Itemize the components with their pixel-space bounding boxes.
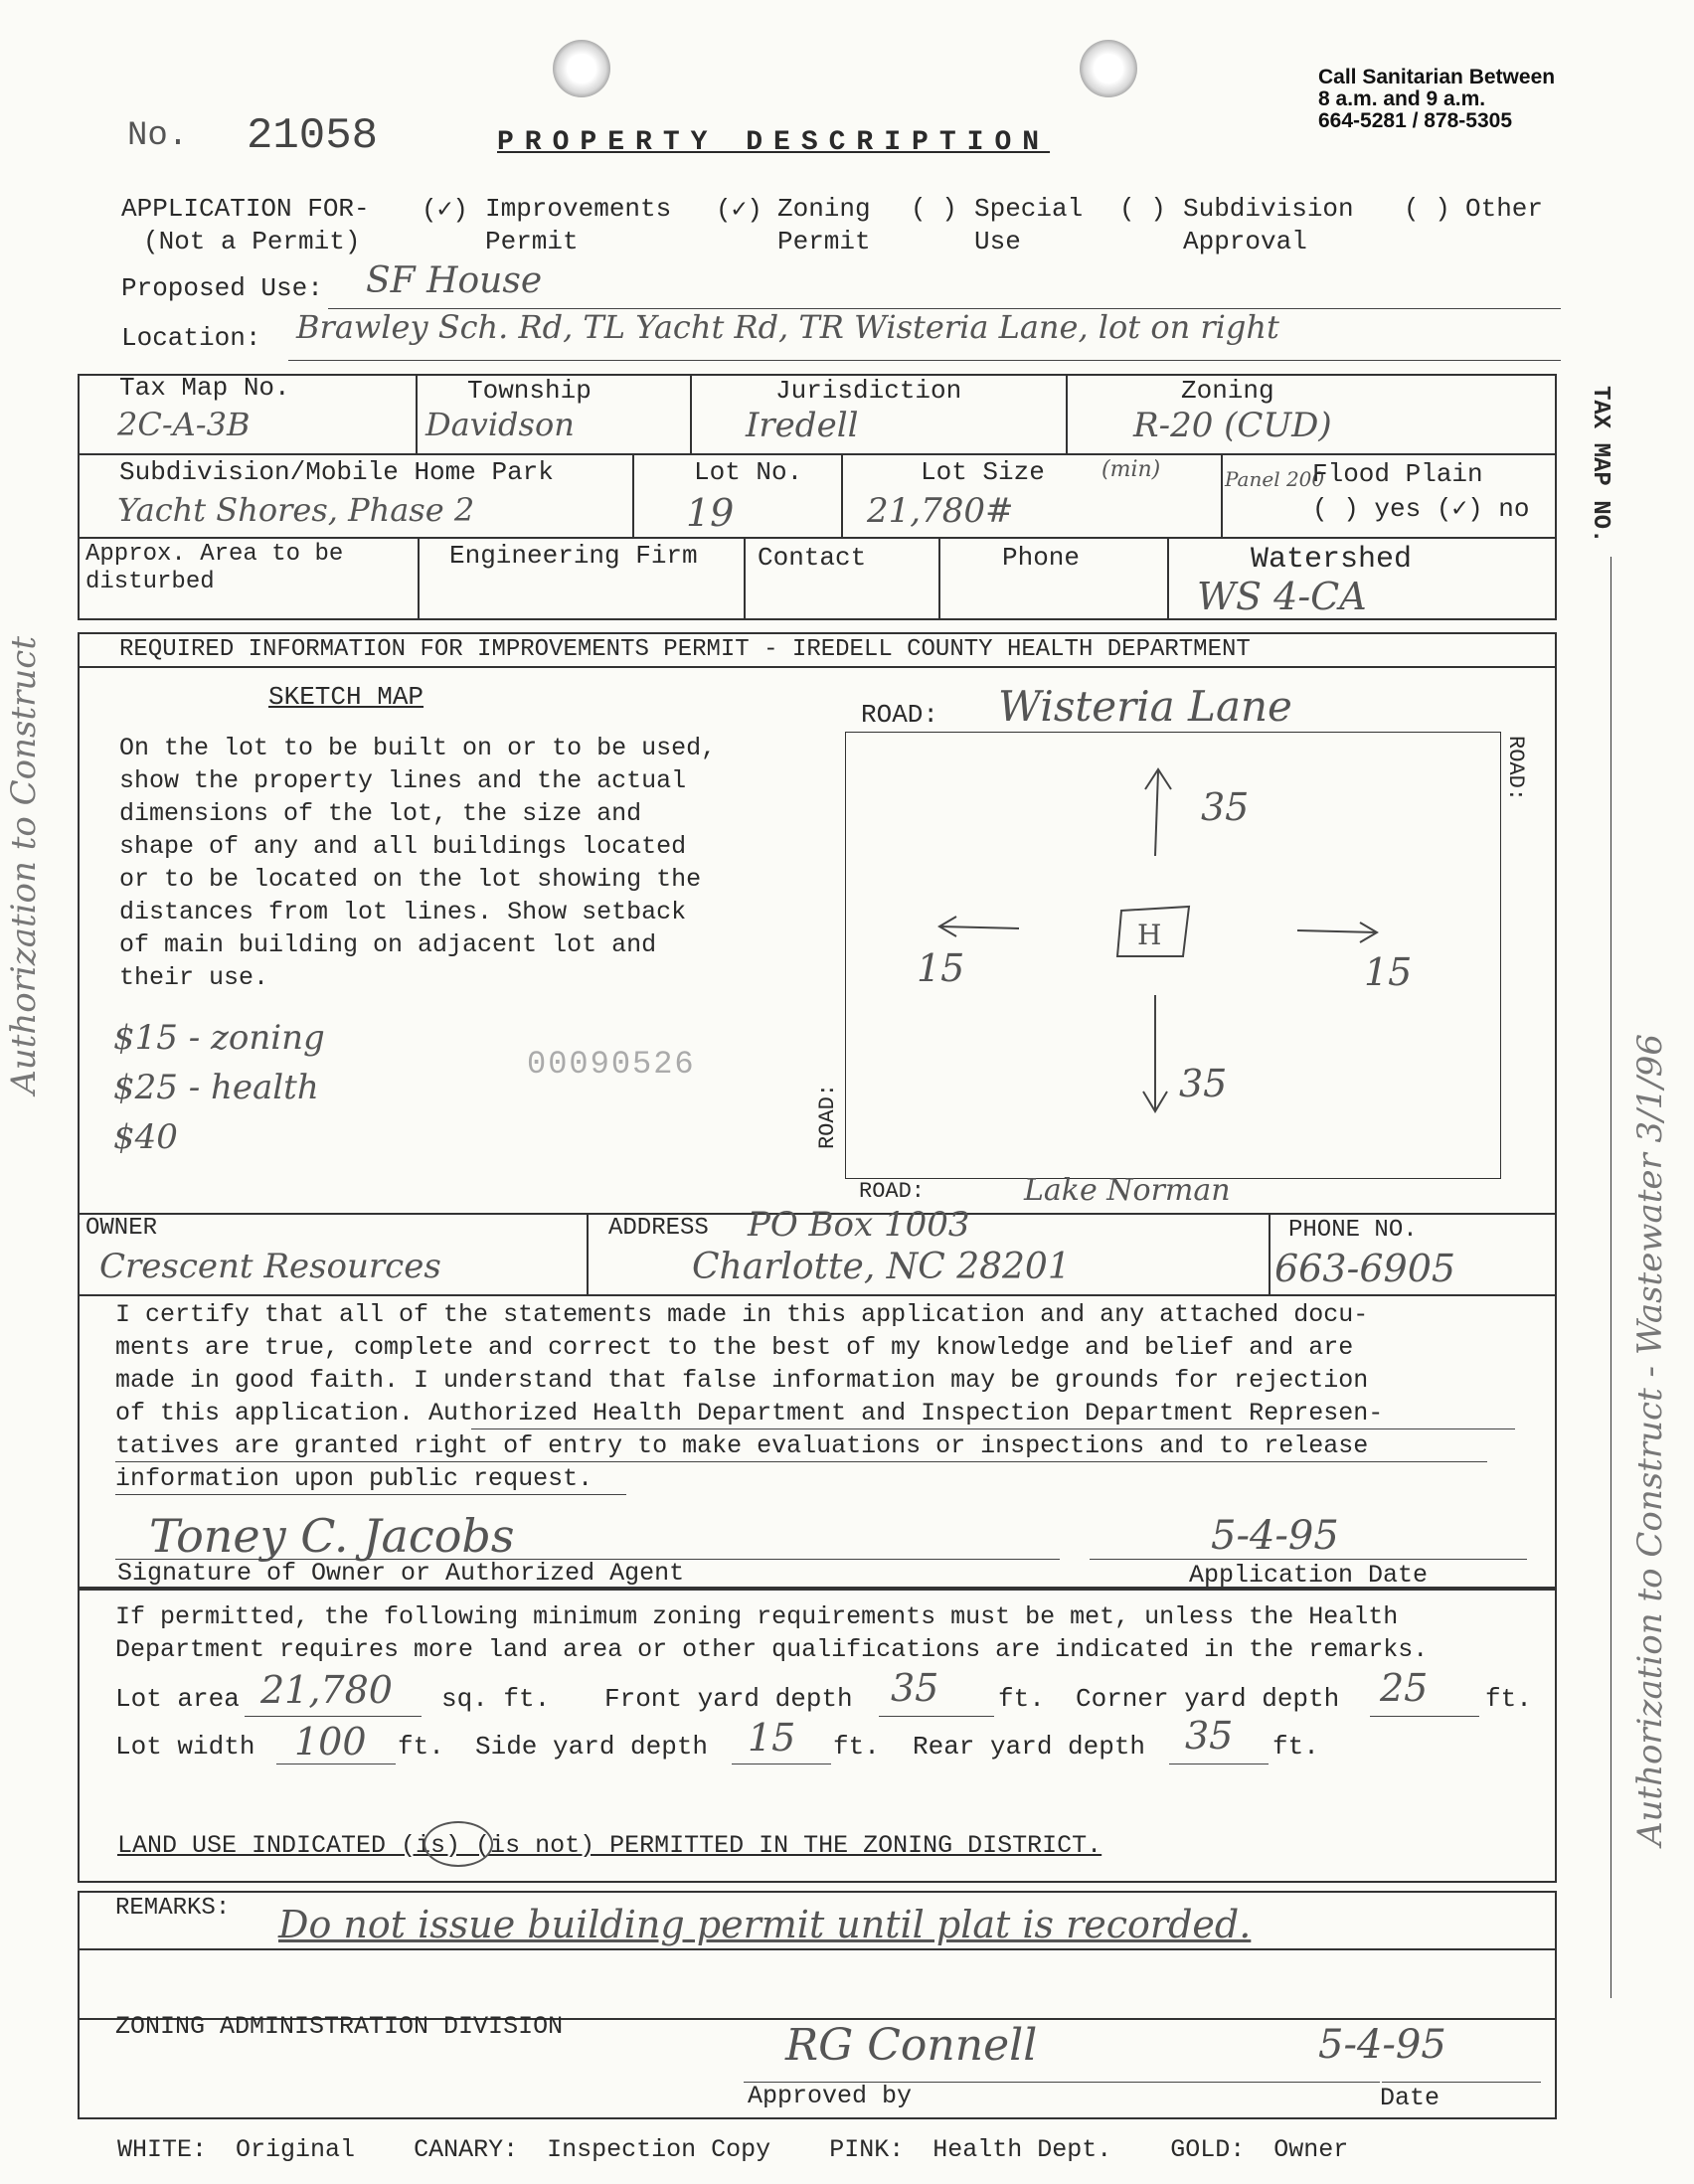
footer-pink-value: Health Dept. (932, 2135, 1112, 2164)
footer-white: WHITE: (117, 2135, 208, 2164)
proposed-use-label: Proposed Use: (121, 273, 323, 303)
option-zoning-label: Zoning (777, 194, 871, 224)
application-for-label: APPLICATION FOR- (121, 194, 370, 224)
document-stamp-number: 00090526 (527, 1046, 696, 1083)
option-special-label: Special (974, 194, 1084, 224)
certify-line: I certify that all of the statements made in this application and any attached docu- (115, 1300, 1369, 1329)
township-value[interactable]: Davidson (425, 406, 575, 443)
divider-phone-no (1269, 1213, 1270, 1296)
sq-ft-label: sq. ft. (441, 1684, 551, 1714)
setback-front: 35 (1201, 785, 1250, 829)
punch-hole-left (553, 40, 610, 97)
tax-map-label: Tax Map No. (119, 373, 290, 403)
certify-underline-1 (471, 1428, 1515, 1429)
front-yard-ft: ft. (998, 1684, 1045, 1714)
instruction-line: their use. (119, 963, 269, 992)
zoning-value[interactable]: R-20 (CUD) (1133, 406, 1332, 445)
side-yard-value[interactable]: 15 (748, 1716, 796, 1760)
form-number: 21058 (247, 111, 379, 161)
owner-value[interactable]: Crescent Resources (99, 1247, 441, 1286)
application-date-value[interactable]: 5-4-95 (1211, 1513, 1339, 1559)
option-special-mark[interactable]: ( ) (911, 194, 957, 224)
required-info-header-rule (78, 666, 1557, 668)
instruction-line: show the property lines and the actual (119, 766, 687, 795)
front-yard-label: Front yard depth (604, 1684, 853, 1714)
road-top-value[interactable]: Wisteria Lane (998, 682, 1292, 731)
certify-line: tatives are granted right of entry to make evaluations or inspections and to release (115, 1431, 1369, 1460)
front-yard-line (879, 1716, 994, 1717)
divider-flood (1221, 453, 1223, 537)
lot-area-line (245, 1716, 422, 1717)
approval-date-line (1382, 2082, 1541, 2083)
arrow-left (939, 926, 1019, 928)
watershed-label: Watershed (1251, 543, 1413, 577)
option-other-mark[interactable]: ( ) (1404, 194, 1450, 224)
side-yard-label: Side yard depth (475, 1732, 709, 1762)
right-margin-note: Authorization to Construct - Wastewater 3/1/96 (1630, 1034, 1670, 1847)
divider-zoning (1066, 374, 1068, 453)
remarks-divider (78, 1948, 1557, 1950)
tax-map-value[interactable]: 2C-A-3B (117, 406, 251, 443)
zoning-label: Zoning (1181, 376, 1274, 406)
phone-label: Phone (1002, 543, 1081, 573)
phone-no-value[interactable]: 663-6905 (1274, 1247, 1456, 1290)
divider-watershed (1167, 537, 1169, 620)
land-use-statement: LAND USE INDICATED (is) (is not) PERMITTED IN THE ZONING DISTRICT. (117, 1831, 1102, 1860)
lot-area-value[interactable]: 21,780 (260, 1668, 393, 1712)
footer-gold-value: Owner (1273, 2135, 1349, 2164)
zoning-intro-2: Department requires more land area or other qualifications are indicated in the remarks. (115, 1635, 1429, 1664)
footer-white-value: Original (236, 2135, 356, 2164)
certify-underline-3 (115, 1494, 626, 1495)
option-subdivision-mark[interactable]: ( ) (1119, 194, 1166, 224)
side-yard-ft: ft. (833, 1732, 880, 1762)
property-row-divider-1 (78, 453, 1557, 455)
township-label: Township (467, 376, 592, 406)
instruction-line: dimensions of the lot, the size and (119, 799, 642, 828)
lot-width-label: Lot width (115, 1732, 255, 1762)
road-label-bottom: ROAD: (859, 1179, 926, 1204)
application-date-label: Application Date (1189, 1561, 1429, 1590)
lot-no-value[interactable]: 19 (686, 491, 735, 535)
lot-size-value[interactable]: 21,780# (867, 491, 1014, 531)
lot-size-hint: (min) (1101, 457, 1161, 482)
form-number-label: No. (127, 117, 189, 155)
lot-no-label: Lot No. (694, 457, 803, 487)
instruction-line: distances from lot lines. Show setback (119, 898, 687, 926)
sketch-map-title: SKETCH MAP (268, 682, 424, 712)
zoning-intro-1: If permitted, the following minimum zoning requirements must be met, unless the Health (115, 1602, 1399, 1631)
corner-yard-label: Corner yard depth (1076, 1684, 1340, 1714)
address-line-2[interactable]: Charlotte, NC 28201 (692, 1247, 1071, 1287)
remarks-label: REMARKS: (115, 1895, 231, 1922)
road-label-left: ROAD: (815, 1084, 840, 1150)
watershed-value[interactable]: WS 4-CA (1197, 575, 1367, 618)
certify-line: ments are true, complete and correct to the best of my knowledge and belief and are (115, 1333, 1354, 1362)
option-improvements-mark[interactable]: (✓) (422, 195, 468, 225)
fee-note-health: $25 - health (113, 1068, 319, 1107)
setback-right: 15 (1364, 950, 1413, 994)
front-yard-value[interactable]: 35 (891, 1666, 939, 1710)
instruction-line: of main building on adjacent lot and (119, 930, 657, 959)
divider-jurisdiction (690, 374, 692, 453)
divider-engineering (418, 537, 420, 620)
property-row-divider-2 (78, 537, 1557, 539)
punch-hole-right (1080, 40, 1137, 97)
address-line-1[interactable]: PO Box 1003 (748, 1205, 970, 1245)
certify-line: information upon public request. (115, 1464, 593, 1493)
option-subdivision-label: Subdivision (1183, 194, 1354, 224)
rear-yard-value[interactable]: 35 (1185, 1714, 1234, 1758)
approval-date-label: Date (1380, 2084, 1440, 2112)
option-zoning-mark[interactable]: (✓) (716, 195, 762, 225)
road-bottom-value[interactable]: Lake Norman (1024, 1173, 1231, 1208)
approver-signature[interactable]: RG Connell (785, 2020, 1038, 2071)
divider-lot-size (841, 453, 843, 537)
certify-underline-2 (115, 1461, 1487, 1462)
divider-address (587, 1213, 589, 1296)
proposed-use-value[interactable]: SF House (366, 260, 543, 301)
instruction-line: or to be located on the lot showing the (119, 865, 702, 894)
instruction-line: On the lot to be built on or to be used, (119, 734, 717, 762)
not-a-permit-label: (Not a Permit) (143, 227, 361, 256)
house-marker[interactable]: H (1137, 919, 1162, 951)
jurisdiction-value[interactable]: Iredell (746, 406, 859, 445)
flood-plain-options[interactable]: ( ) yes (✓) no (1312, 494, 1530, 524)
engineering-firm-label: Engineering Firm (449, 541, 698, 571)
subdivision-label: Subdivision/Mobile Home Park (119, 457, 554, 487)
sanitarian-line-3: 664-5281 / 878-5305 (1318, 109, 1512, 132)
certify-line: of this application. Authorized Health Department and Inspection Department Represen- (115, 1399, 1384, 1428)
signature-label: Signature of Owner or Authorized Agent (117, 1559, 685, 1588)
option-zoning-label-2: Permit (777, 227, 871, 256)
option-subdivision-label-2: Approval (1183, 227, 1307, 256)
divider-phone (938, 537, 940, 620)
date-line (1090, 1559, 1527, 1560)
owner-label: OWNER (85, 1215, 158, 1242)
arrow-right (1297, 930, 1377, 932)
remarks-text[interactable]: Do not issue building permit until plat is recorded. (278, 1903, 1252, 1946)
option-special-label-2: Use (974, 227, 1021, 256)
option-other-label: Other (1465, 194, 1544, 224)
footer-pink: PINK: (829, 2135, 905, 2164)
tax-map-side-rule (1610, 557, 1611, 1998)
footer-gold: GOLD: (1170, 2135, 1246, 2164)
road-label-right: ROAD: (1503, 736, 1528, 802)
certify-line: made in good faith. I understand that false information may be grounds for rejection (115, 1366, 1369, 1395)
footer-canary: CANARY: (414, 2135, 519, 2164)
divider-contact (744, 537, 746, 620)
phone-no-label: PHONE NO. (1288, 1217, 1418, 1244)
instruction-line: shape of any and all buildings located (119, 832, 687, 861)
lot-width-value[interactable]: 100 (294, 1720, 367, 1764)
fee-note-total: $40 (113, 1117, 178, 1157)
area-disturbed-label-2: disturbed (85, 569, 215, 595)
lot-width-ft: ft. (398, 1732, 444, 1762)
location-line (288, 360, 1561, 361)
option-improvements-label: Improvements (485, 194, 672, 224)
setback-left: 15 (917, 946, 965, 990)
arrow-front (1155, 771, 1158, 856)
left-margin-note: Authorization to Construct (4, 636, 44, 1094)
setback-rear: 35 (1179, 1062, 1228, 1105)
flood-plain-label: Flood Plain (1312, 459, 1483, 489)
footer-canary-value: Inspection Copy (547, 2135, 771, 2164)
contact-label: Contact (758, 543, 867, 573)
rear-yard-label: Rear yard depth (913, 1732, 1146, 1762)
corner-yard-value[interactable]: 25 (1380, 1666, 1429, 1710)
divider-lot-no (632, 453, 634, 537)
flood-panel-value: Panel 200 (1225, 467, 1325, 491)
area-disturbed-label: Approx. Area to be (85, 541, 344, 568)
subdivision-value[interactable]: Yacht Shores, Phase 2 (117, 491, 475, 529)
rear-yard-ft: ft. (1272, 1732, 1319, 1762)
zoning-division-label: ZONING ADMINISTRATION DIVISION (115, 2012, 564, 2041)
jurisdiction-label: Jurisdiction (775, 376, 962, 406)
required-info-header: REQUIRED INFORMATION FOR IMPROVEMENTS PERMIT - IREDELL COUNTY HEALTH DEPARTMENT (119, 636, 1251, 663)
approved-by-label: Approved by (748, 2082, 913, 2110)
lot-area-label: Lot area (115, 1684, 240, 1714)
page-title: PROPERTY DESCRIPTION (497, 127, 1051, 158)
sanitarian-line-2: 8 a.m. and 9 a.m. (1318, 87, 1486, 110)
road-label-top: ROAD: (861, 700, 939, 730)
sanitarian-line-1: Call Sanitarian Between (1318, 66, 1556, 88)
location-label: Location: (121, 323, 261, 353)
owner-signature[interactable]: Toney C. Jacobs (149, 1509, 515, 1563)
corner-yard-ft: ft. (1485, 1684, 1532, 1714)
tax-map-side-label: TAX MAP NO. (1587, 386, 1613, 544)
corner-yard-line (1370, 1716, 1479, 1717)
footer-copy-distribution (117, 2135, 1348, 2164)
address-label: ADDRESS (608, 1215, 709, 1242)
lot-size-label: Lot Size (921, 457, 1045, 487)
location-value[interactable]: Brawley Sch. Rd, TL Yacht Rd, TR Wisteria Lane, lot on right (296, 308, 1279, 346)
fee-note-zoning: $15 - zoning (113, 1018, 325, 1058)
option-improvements-label-2: Permit (485, 227, 579, 256)
land-use-is-circle[interactable] (424, 1821, 493, 1867)
divider-township (416, 374, 418, 453)
approval-date-value[interactable]: 5-4-95 (1318, 2022, 1446, 2068)
